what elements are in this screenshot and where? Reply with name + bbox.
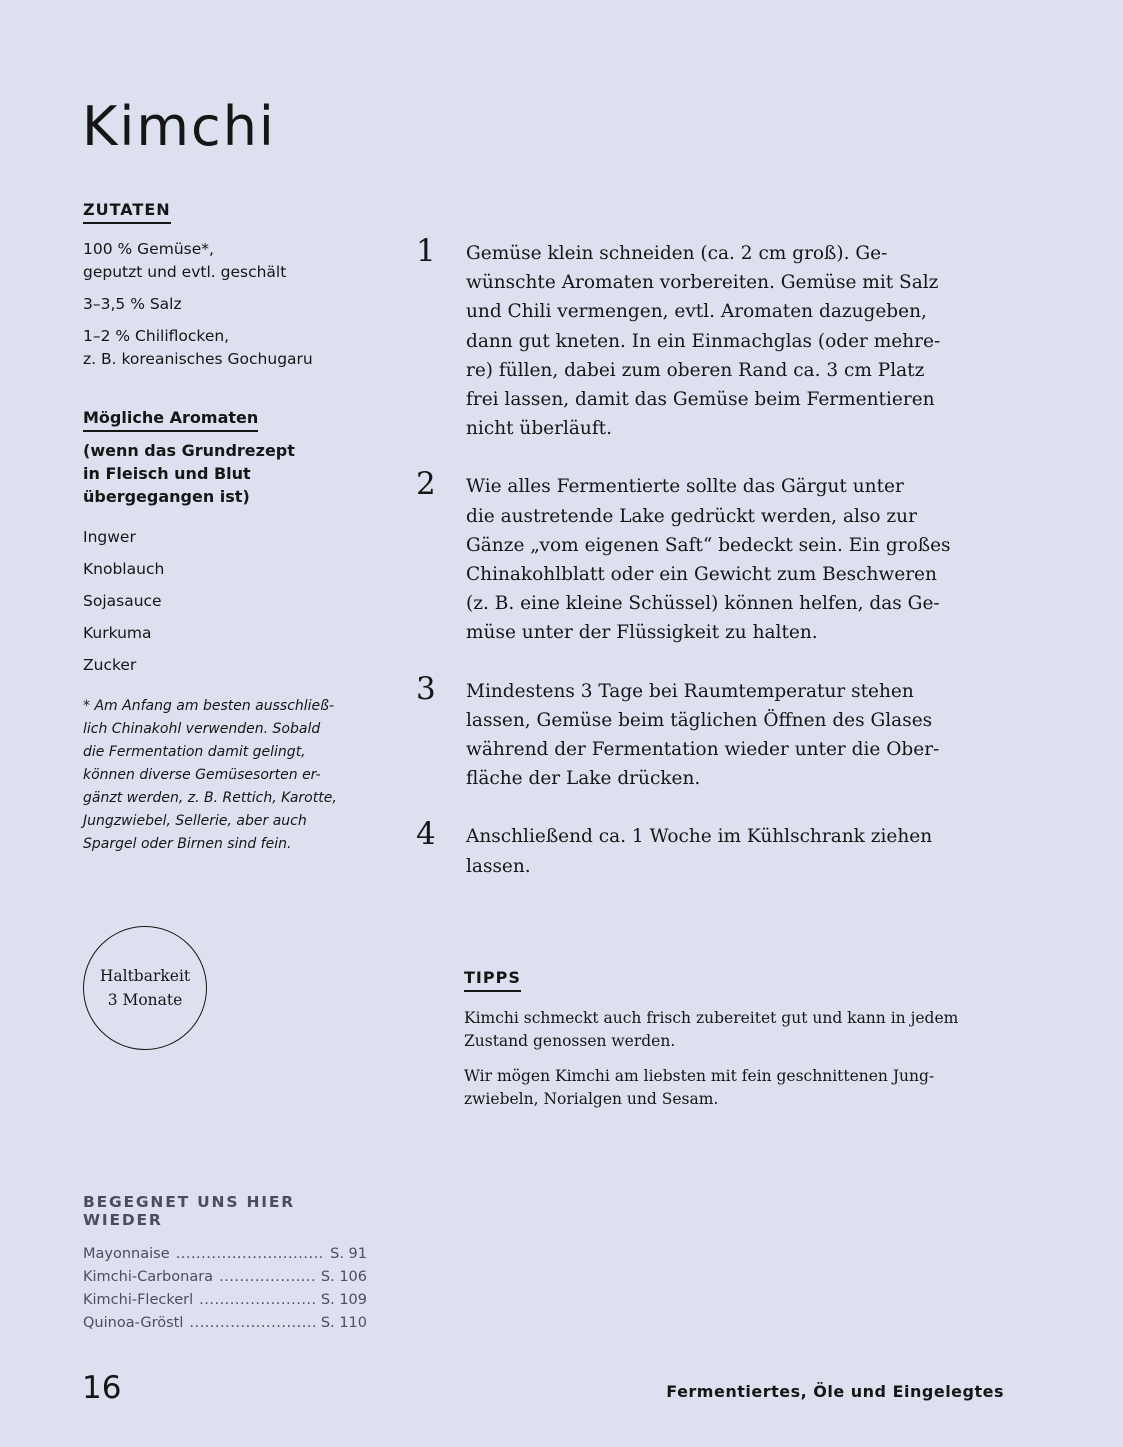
reference-item[interactable] [83,1266,367,1289]
reference-item[interactable] [83,1289,367,1312]
step-line: lassen, Gemüse beim täglichen Öffnen des Glases [466,709,933,731]
step-text [466,819,1011,880]
step-line: Mindestens 3 Tage bei Raumtemperatur stehen [466,680,914,702]
reference-item[interactable] [83,1312,367,1335]
tip-line: zwiebeln, Norialgen und Sesam. [464,1090,719,1108]
leader-dots [189,1312,315,1335]
reference-page: S. 109 [320,1292,367,1308]
reference-page: S. 110 [320,1315,367,1331]
footnote-line: Spargel oder Birnen sind fein. [83,836,292,852]
cross-references-heading: BEGEGNET UNS HIER WIEDER [83,1193,295,1229]
aromas-note-line: übergegangen ist) [83,487,250,506]
footnote-line: * Am Anfang am besten ausschließ- [83,698,335,714]
step-number: 3 [416,670,436,707]
step [414,233,1014,443]
step-line: Gänze „vom eigenen Saft“ bedeckt sein. Ein großes [466,534,951,556]
footnote [83,695,373,856]
ingredient-line: 100 % Gemüse*, [83,240,214,258]
ingredients-heading: ZUTATEN [83,200,171,224]
aroma-item: Kurkuma [83,624,152,642]
step-line: Chinakohlblatt oder ein Gewicht zum Beschweren [466,564,937,586]
chapter-title: Fermentiertes, Öle und Eingelegtes [666,1382,1004,1401]
aromas-note-line: (wenn das Grundrezept [83,441,295,460]
footnote-line: können diverse Gemüsesorten er- [83,767,321,783]
step-line: frei lassen, damit das Gemüse beim Fermentieren [466,389,935,411]
ingredient-item [83,238,373,284]
step-line: re) füllen, dabei zum oberen Rand ca. 3 cm Platz [466,359,925,381]
step-number: 1 [416,233,436,269]
step-line: Gemüse klein schneiden (ca. 2 cm groß). Ge- [466,243,888,264]
ingredient-line: z. B. koreanisches Gochugaru [83,350,313,368]
reference-name: Quinoa-Gröstl [83,1315,184,1331]
aroma-item: Ingwer [83,528,136,546]
shelf-life-value: 3 Monate [107,991,183,1009]
reference-name: Mayonnaise [83,1246,170,1262]
tip-line: Wir mögen Kimchi am liebsten mit fein geschnittenen Jung- [464,1067,935,1085]
step-line: fläche der Lake drücken. [466,768,701,790]
step-line: Wie alles Fermentierte sollte das Gärgut unter [466,476,904,498]
ingredients-section [83,200,373,380]
aroma-item: Sojasauce [83,592,162,610]
reference-item[interactable] [83,1243,367,1266]
page-number: 16 [82,1370,122,1406]
step-line: während der Fermentation wieder unter die Ober- [466,739,940,761]
step-line: die austretende Lake gedrückt werden, also zur [466,505,917,527]
leader-dots [176,1243,325,1266]
reference-page: S. 91 [330,1246,367,1262]
step-line: (z. B. eine kleine Schüssel) können helfen, das Ge- [466,593,940,615]
reference-page: S. 106 [320,1269,367,1285]
step-text [466,236,1011,443]
aroma-item: Zucker [83,656,137,674]
shelf-life-badge [83,926,207,1050]
ingredient-item [83,293,373,316]
step [414,466,1014,647]
steps-list [414,233,1014,907]
reference-name: Kimchi-Carbonara [83,1269,214,1285]
ingredient-line: geputzt und evtl. geschält [83,263,287,281]
footnote-line: die Fermentation damit gelingt, [83,744,306,760]
page-title: Kimchi [82,95,276,158]
step-number: 2 [416,466,436,503]
step-line: müse unter der Flüssigkeit zu halten. [466,622,818,644]
tip-paragraph [464,1065,1009,1111]
step-line: Anschließend ca. 1 Woche im Kühlschrank ziehen [466,826,933,848]
step-number: 4 [416,816,436,853]
reference-name: Kimchi-Fleckerl [83,1292,194,1308]
footnote-line: gänzt werden, z. B. Rettich, Karotte, [83,790,337,806]
step-text [466,674,1011,794]
aromas-note [83,439,373,508]
aromas-heading: Mögliche Aromaten [83,408,258,432]
ingredient-item [83,325,373,371]
ingredient-line: 1–2 % Chiliflocken, [83,327,230,345]
step [414,670,1014,794]
step-line: wünschte Aromaten vorbereiten. Gemüse mit Salz [466,272,939,294]
tip-paragraph [464,1007,1009,1053]
footnote-line: lich Chinakohl verwenden. Sobald [83,721,321,737]
step [414,816,1014,880]
tips-heading: TIPPS [464,968,521,992]
step-text [466,469,1011,647]
leader-dots [219,1266,315,1289]
leader-dots [199,1289,315,1312]
step-line: lassen. [466,855,531,877]
step-line: und Chili vermengen, evtl. Aromaten dazugeben, [466,301,927,323]
aromas-section [83,408,373,687]
step-line: nicht überläuft. [466,418,612,440]
tip-line: Zustand genossen werden. [464,1032,676,1050]
aroma-item: Knoblauch [83,560,165,578]
step-line: dann gut kneten. In ein Einmachglas (oder mehre- [466,330,941,352]
aromas-note-line: in Fleisch und Blut [83,464,251,483]
tips-section [464,968,1009,1123]
shelf-life-label: Haltbarkeit [99,967,191,985]
cross-references [83,1193,367,1335]
tip-line: Kimchi schmeckt auch frisch zubereitet gut und kann in jedem [464,1009,959,1027]
footnote-line: Jungzwiebel, Sellerie, aber auch [83,813,307,829]
ingredient-line: 3–3,5 % Salz [83,295,182,313]
